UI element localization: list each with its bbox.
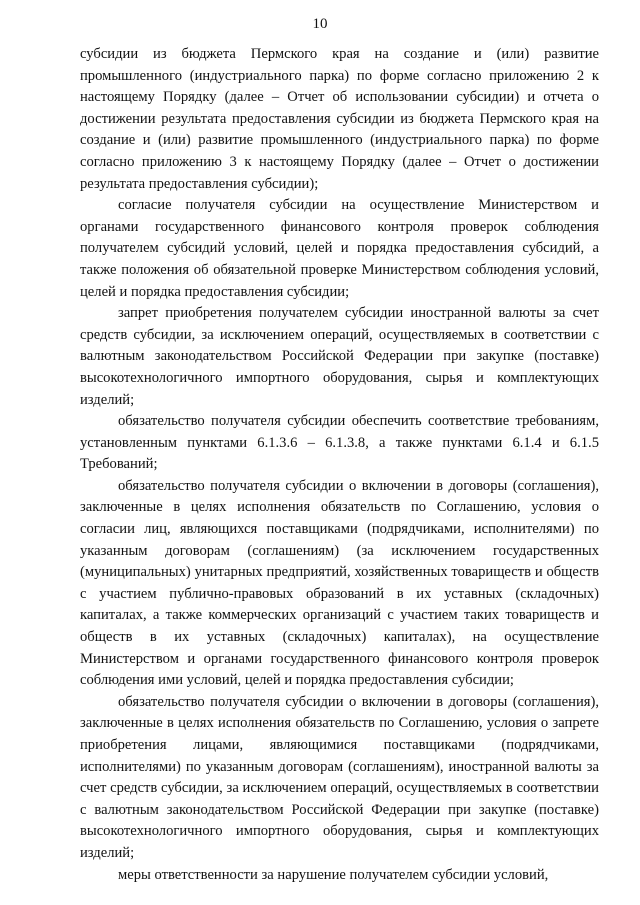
page-number: 10 — [312, 16, 328, 32]
paragraph-contractor-consent-obligation: обязательство получателя субсидии о включении в договоры (соглашения), заключенные в целях исполнения обязательств по Соглашению, условия о согласии лиц, являющихся поставщиками (подрядчиками, исполнителями) по указанным договорам (соглашениям) (за исключением государственных (муниципальных) унитарных предприятий, хозяйственных товариществ и обществ с участием публично-правовых образований в их уставных (складочных) капиталах, а также коммерческих организаций с участием таких товариществ и обществ в их уставных (складочных) капиталах), на осуществление Министерством и органами государственного финансового контроля проверок соблюдения ими условий, целей и порядка предоставления субсидии; — [80, 477, 599, 689]
paragraph-foreign-currency-ban: запрет приобретения получателем субсидии иностранной валюты за счет средств субсидии, за исключением операций, осуществляемых в соответствии с валютным законодательством Российской Федерации при закупке (поставке) высокотехнологичного импортного оборудования, сырья и комплектующих изделий; — [80, 305, 599, 408]
paragraph-consent-to-inspections: согласие получателя субсидии на осуществление Министерством и органами государственного финансового контроля проверок соблюдения получателем субсидий условий, целей и порядка предоставления субсидий, а также положения об обязательной проверке Министерством соблюдения условий, целей и порядка предоставления субсидии; — [80, 197, 599, 300]
paragraph-liability-measures: меры ответственности за нарушение получателем субсидии условий, — [118, 866, 549, 883]
paragraph-contractor-currency-ban-obligation: обязательство получателя субсидии о включении в договоры (соглашения), заключенные в целях исполнения обязательств по Соглашению, условия о запрете приобретения лицами, являющимися поставщиками (подрядчиками, исполнителями) по указанным договорам (соглашениям), иностранной валюты за счет средств субсидии, за исключением операций, осуществляемых в соответствии с валютным законодательством Российской Федерации при закупке (поставке) высокотехнологичного импортного оборудования, сырья и комплектующих изделий; — [80, 693, 599, 861]
document-body — [80, 44, 599, 886]
paragraph-report-forms: субсидии из бюджета Пермского края на создание и (или) развитие промышленного (индустриального парка) по форме согласно приложению 2 к настоящему Порядку (далее – Отчет об использовании субсидии) и отчета о достижении результата предоставления субсидии из бюджета Пермского края на создание и (или) развитие промышленного (индустриального парка) по форме согласно приложению 3 к настоящему Порядку (далее – Отчет о достижении результата предоставления субсидии); — [80, 46, 599, 192]
paragraph-compliance-obligation: обязательство получателя субсидии обеспечить соответствие требованиям, установленным пунктами 6.1.3.6 – 6.1.3.8, а также пунктами 6.1.4 и 6.1.5 Требований; — [80, 413, 599, 473]
